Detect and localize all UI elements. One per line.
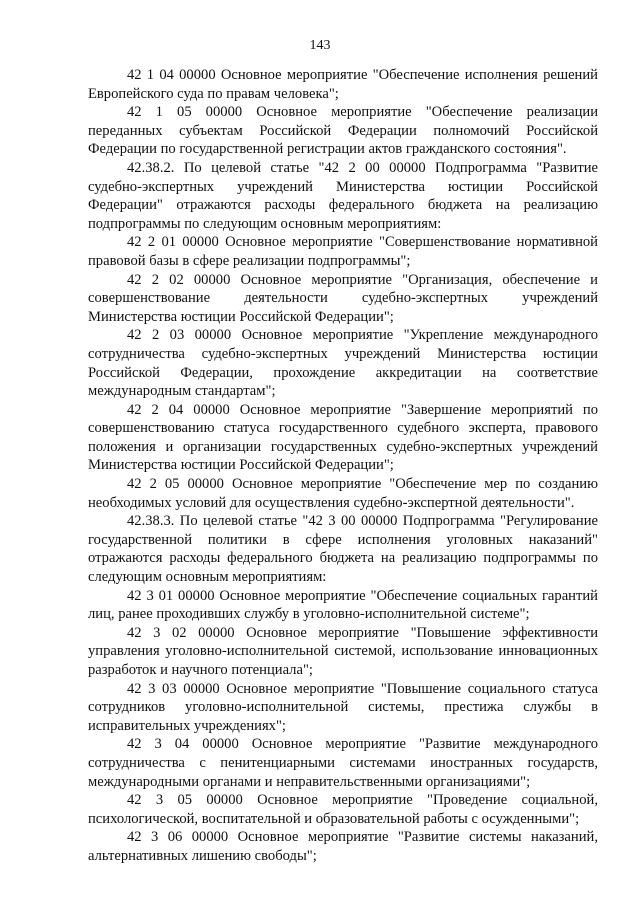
paragraph-42-38-3: 42.38.3. По целевой статье "42 3 00 00000 Подпрограмма "Регулирование государственной политики в сфере исполнения уголовных наказаний" отражаются расходы федерального бюджета на реализацию подпрограммы по следующим основным мероприятиям:: [88, 513, 598, 586]
paragraph-42-2-02: 42 2 02 00000 Основное мероприятие "Организация, обеспечение и совершенствование деятельности судебно-экспертных учреждений Министерства юстиции Российской Федерации";: [88, 271, 598, 325]
paragraph-42-2-03: 42 2 03 00000 Основное мероприятие "Укрепление международного сотрудничества судебно-экспертных учреждений Министерства юстиции Российской Федерации, прохождение аккредитации на соответствие международным стандартам";: [88, 327, 598, 400]
paragraph-42-3-03: 42 3 03 00000 Основное мероприятие "Повышение социального статуса сотрудников уголовно-исполнительной системы, престижа службы в исправительных учреждениях";: [88, 680, 598, 734]
paragraph-42-38-2: 42.38.2. По целевой статье "42 2 00 00000 Подпрограмма "Развитие судебно-экспертных учреждений Министерства юстиции Российской Федерации" отражаются расходы федерального бюджета на реализацию подпрограммы по следующим основным мероприятиям:: [88, 159, 598, 232]
paragraph-42-3-01: 42 3 01 00000 Основное мероприятие "Обеспечение социальных гарантий лиц, ранее проходивших службу в уголовно-исполнительной системе";: [88, 587, 598, 623]
paragraph-42-2-05: 42 2 05 00000 Основное мероприятие "Обеспечение мер по созданию необходимых условий для осуществления судебно-экспертной деятельности".: [88, 476, 598, 511]
paragraph-42-2-01: 42 2 01 00000 Основное мероприятие "Совершенствование нормативной правовой базы в сфере реализации подпрограммы";: [88, 234, 598, 269]
paragraph-42-1-04: 42 1 04 00000 Основное мероприятие "Обеспечение исполнения решений Европейского суда по правам человека";: [88, 67, 598, 102]
paragraph-42-2-04: 42 2 04 00000 Основное мероприятие "Завершение мероприятий по совершенствованию статуса государственного судебного эксперта, правового положения и организации государственных судебно-экспертных учреждений Министерства юстиции Российской Федерации";: [88, 401, 598, 474]
paragraph-42-3-04: 42 3 04 00000 Основное мероприятие "Развитие международного сотрудничества с пенитенциарными системами иностранных государств, международными органами и неправительственными организациями";: [88, 736, 598, 790]
paragraph-42-3-05: 42 3 05 00000 Основное мероприятие "Проведение социальной, психологической, воспитательной и образовательной работы с осужденными";: [88, 792, 598, 827]
document-body: [88, 66, 598, 866]
paragraph-42-3-02: 42 3 02 00000 Основное мероприятие "Повышение эффективности управления уголовно-исполнительной системой, использование инновационных разработок и научного потенциала";: [88, 624, 598, 678]
page-number: 143: [309, 38, 331, 53]
paragraph-42-1-05: 42 1 05 00000 Основное мероприятие "Обеспечение реализации переданных субъектам Российской Федерации полномочий Российской Федерации по государственной регистрации актов гражданского состояния".: [88, 104, 598, 158]
paragraph-42-3-06: 42 3 06 00000 Основное мероприятие "Развитие системы наказаний, альтернативных лишению свободы";: [88, 829, 598, 864]
